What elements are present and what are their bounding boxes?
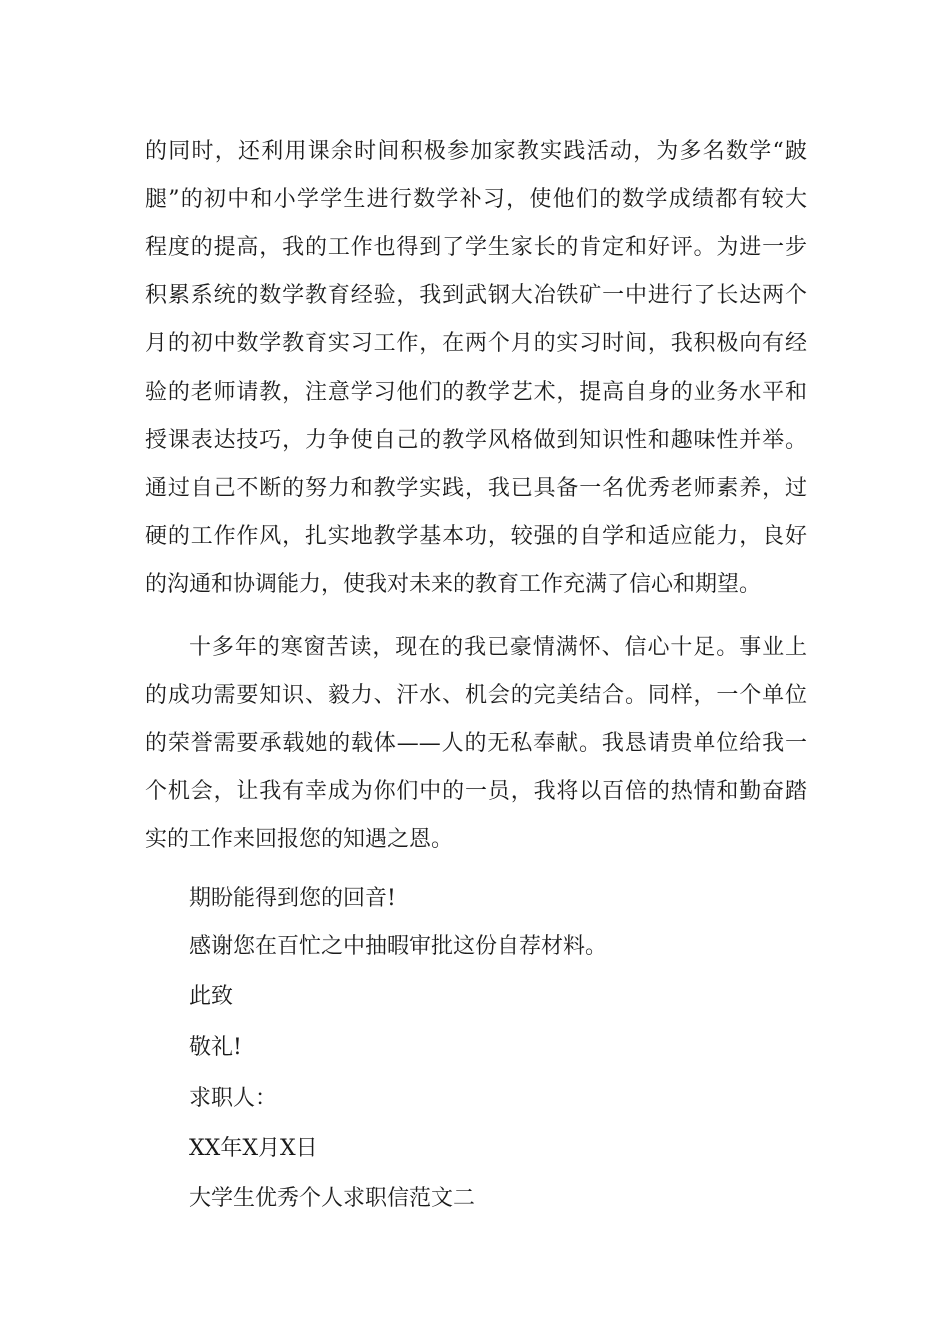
paragraph-line: 个机会，让我有幸成为你们中的一员，我将以百倍的热情和勤奋踏	[145, 779, 807, 804]
paragraph-line: 的同时，还利用课余时间积极参加家教实践活动，为多名数学“跛	[145, 139, 807, 164]
closing-hope: 期盼能得到您的回音!	[189, 886, 396, 911]
paragraph-line: 月的初中数学教育实习工作，在两个月的实习时间，我积极向有经	[145, 331, 807, 356]
salutation-line-1: 此致	[189, 984, 234, 1009]
closing-thanks: 感谢您在百忙之中抽暇审批这份自荐材料。	[189, 934, 608, 959]
paragraph-line: 的沟通和协调能力，使我对未来的教育工作充满了信心和期望。	[145, 572, 762, 597]
paragraph-line: 授课表达技巧，力争使自己的教学风格做到知识性和趣味性并举。	[145, 428, 807, 453]
paragraph-line: 硬的工作作风，扎实地教学基本功，较强的自学和适应能力，良好	[145, 524, 807, 549]
paragraph-line: 实的工作来回报您的知遇之恩。	[145, 827, 454, 852]
paragraph-line: 的荣誉需要承载她的载体——人的无私奉献。我恳请贵单位给我一	[145, 731, 807, 756]
paragraph-line: 腿”的初中和小学学生进行数学补习，使他们的数学成绩都有较大	[145, 187, 807, 212]
letter-date: XX年X月X日	[189, 1136, 318, 1161]
paragraph-line: 积累系统的数学教育经验，我到武钢大冶铁矿一中进行了长达两个	[145, 283, 807, 308]
next-section-title: 大学生优秀个人求职信范文二	[189, 1186, 476, 1211]
paragraph-line: 程度的提高，我的工作也得到了学生家长的肯定和好评。为进一步	[145, 235, 807, 260]
paragraph-line: 十多年的寒窗苦读，现在的我已豪情满怀、信心十足。事业上	[189, 635, 807, 660]
applicant-signature: 求职人：	[189, 1086, 278, 1111]
paragraph-line: 验的老师请教，注意学习他们的教学艺术，提高自身的业务水平和	[145, 380, 807, 405]
salutation-line-2: 敬礼!	[189, 1035, 242, 1060]
paragraph-line: 通过自己不断的努力和教学实践，我已具备一名优秀老师素养，过	[145, 476, 807, 501]
paragraph-line: 的成功需要知识、毅力、汗水、机会的完美结合。同样，一个单位	[145, 683, 807, 708]
